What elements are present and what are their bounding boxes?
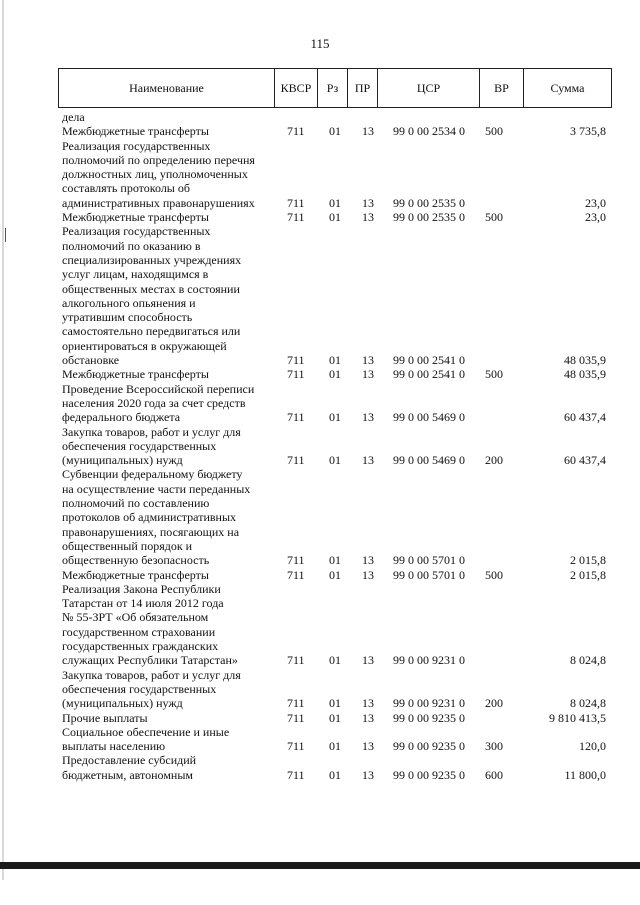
row-kvsr: 711	[287, 410, 305, 425]
row-kvsr: 711	[287, 767, 305, 782]
row-sum: 48 035,9	[564, 367, 606, 382]
row-vr: 500	[485, 210, 503, 225]
header-vr: ВР	[480, 69, 524, 107]
row-csr: 99 0 00 2541 0	[393, 353, 465, 368]
row-pr: 13	[362, 739, 374, 754]
row-pr: 13	[362, 767, 374, 782]
row-name: Субвенции федеральному бюджету на осуществление части переданных полномочий по составлению протоколов об административных правонарушениях, посягающих на общественный порядок и общественную безопасность	[62, 467, 251, 568]
row-name: Реализация государственных полномочий по определению перечня должностных лиц, уполномоченных составлять протоколы об административных правонарушениях	[62, 138, 255, 210]
row-pr: 13	[362, 353, 374, 368]
row-rz: 01	[329, 739, 341, 754]
row-kvsr: 711	[287, 739, 305, 754]
row-name: дела	[62, 110, 85, 124]
row-rz: 01	[329, 696, 341, 711]
row-pr: 13	[362, 210, 374, 225]
row-csr: 99 0 00 5469 0	[393, 410, 465, 425]
header-rz: Рз	[318, 69, 348, 107]
row-rz: 01	[329, 453, 341, 468]
row-pr: 13	[362, 653, 374, 668]
table-row	[0, 382, 640, 425]
row-rz: 01	[329, 195, 341, 210]
row-rz: 01	[329, 553, 341, 568]
table-row	[0, 582, 640, 668]
table-row	[0, 467, 640, 567]
row-rz: 01	[329, 767, 341, 782]
header-csr: ЦСР	[378, 69, 480, 107]
row-name: Прочие выплаты	[62, 710, 148, 725]
table-row	[0, 124, 640, 138]
row-pr: 13	[362, 410, 374, 425]
header-name: Наименование	[59, 69, 275, 107]
header-pr: ПР	[348, 69, 378, 107]
row-csr: 99 0 00 2541 0	[393, 367, 465, 382]
row-kvsr: 711	[287, 567, 305, 582]
row-rz: 01	[329, 210, 341, 225]
row-vr: 500	[485, 124, 503, 139]
row-kvsr: 711	[287, 453, 305, 468]
row-sum: 2 015,8	[570, 553, 606, 568]
row-name: Реализация государственных полномочий по оказанию в специализированных учреждениях услуг лицам, находящимся в общественных местах в состоянии алкогольного опьянения и утратившим способность самостоятельно передвигаться или ориентироваться в окружающей обстановке	[62, 224, 242, 368]
row-csr: 99 0 00 5469 0	[393, 453, 465, 468]
table-row	[0, 367, 640, 381]
row-sum: 120,0	[579, 739, 606, 754]
row-rz: 01	[329, 410, 341, 425]
row-kvsr: 711	[287, 353, 305, 368]
row-rz: 01	[329, 353, 341, 368]
row-pr: 13	[362, 124, 374, 139]
table-body	[0, 110, 640, 782]
row-csr: 99 0 00 9235 0	[393, 739, 465, 754]
row-rz: 01	[329, 367, 341, 382]
row-kvsr: 711	[287, 210, 305, 225]
row-name: Межбюджетные трансферты	[62, 124, 209, 139]
table-row	[0, 224, 640, 367]
row-csr: 99 0 00 2535 0	[393, 210, 465, 225]
row-kvsr: 711	[287, 696, 305, 711]
row-sum: 8 024,8	[570, 653, 606, 668]
row-sum: 11 800,0	[564, 767, 606, 782]
page-number: 115	[310, 36, 330, 51]
row-name: Межбюджетные трансферты	[62, 567, 209, 582]
row-kvsr: 711	[287, 653, 305, 668]
table-row	[0, 425, 640, 468]
row-csr: 99 0 00 9231 0	[393, 696, 465, 711]
row-csr: 99 0 00 9235 0	[393, 710, 465, 725]
row-vr: 200	[485, 453, 503, 468]
row-pr: 13	[362, 567, 374, 582]
row-kvsr: 711	[287, 553, 305, 568]
row-csr: 99 0 00 2534 0	[393, 124, 465, 139]
row-pr: 13	[362, 696, 374, 711]
row-name: Межбюджетные трансферты	[62, 367, 209, 382]
table-row	[0, 568, 640, 582]
row-sum: 2 015,8	[570, 567, 606, 582]
row-kvsr: 711	[287, 195, 305, 210]
row-sum: 23,0	[585, 210, 606, 225]
row-name: Закупка товаров, работ и услуг для обеспечения государственных (муниципальных) нужд	[62, 667, 241, 711]
row-sum: 23,0	[585, 195, 606, 210]
row-pr: 13	[362, 453, 374, 468]
row-pr: 13	[362, 367, 374, 382]
row-name: Межбюджетные трансферты	[62, 210, 209, 225]
header-sum: Сумма	[550, 81, 585, 95]
table-row	[0, 725, 640, 754]
row-vr: 500	[485, 567, 503, 582]
table-header	[58, 68, 612, 108]
row-sum: 48 035,9	[564, 353, 606, 368]
row-sum: 9 810 413,5	[549, 710, 606, 725]
row-csr: 99 0 00 2535 0	[393, 195, 465, 210]
header-kvsr: КВСР	[275, 69, 318, 107]
table-row	[0, 110, 640, 124]
row-rz: 01	[329, 653, 341, 668]
page-bottom-border	[0, 862, 640, 869]
row-rz: 01	[329, 710, 341, 725]
row-vr: 500	[485, 367, 503, 382]
row-csr: 99 0 00 9235 0	[393, 767, 465, 782]
row-sum: 8 024,8	[570, 696, 606, 711]
table-row	[0, 753, 640, 782]
row-csr: 99 0 00 5701 0	[393, 567, 465, 582]
row-name: Предоставление субсидий бюджетным, автономным	[62, 753, 197, 782]
row-rz: 01	[329, 124, 341, 139]
row-vr: 600	[485, 767, 503, 782]
row-sum: 60 437,4	[564, 410, 606, 425]
row-pr: 13	[362, 553, 374, 568]
row-sum: 3 735,8	[570, 124, 606, 139]
row-vr: 200	[485, 696, 503, 711]
row-sum: 60 437,4	[564, 453, 606, 468]
row-vr: 300	[485, 739, 503, 754]
table-row	[0, 139, 640, 211]
row-kvsr: 711	[287, 124, 305, 139]
row-name: Закупка товаров, работ и услуг для обеспечения государственных (муниципальных) нужд	[62, 424, 241, 468]
row-name: Реализация Закона Республики Татарстан от 14 июля 2012 года № 55-ЗРТ «Об обязательном государственном страховании государственных гражданских служащих Республики Татарстан»	[62, 581, 238, 668]
table-row	[0, 711, 640, 725]
table-row	[0, 210, 640, 224]
row-pr: 13	[362, 195, 374, 210]
row-name: Социальное обеспечение и иные выплаты населению	[62, 724, 230, 754]
row-pr: 13	[362, 710, 374, 725]
row-kvsr: 711	[287, 710, 305, 725]
row-kvsr: 711	[287, 367, 305, 382]
table-row	[0, 668, 640, 711]
row-rz: 01	[329, 567, 341, 582]
row-csr: 99 0 00 9231 0	[393, 653, 465, 668]
row-csr: 99 0 00 5701 0	[393, 553, 465, 568]
row-name: Проведение Всероссийской переписи населения 2020 года за счет средств федерального бюджета	[62, 381, 255, 425]
